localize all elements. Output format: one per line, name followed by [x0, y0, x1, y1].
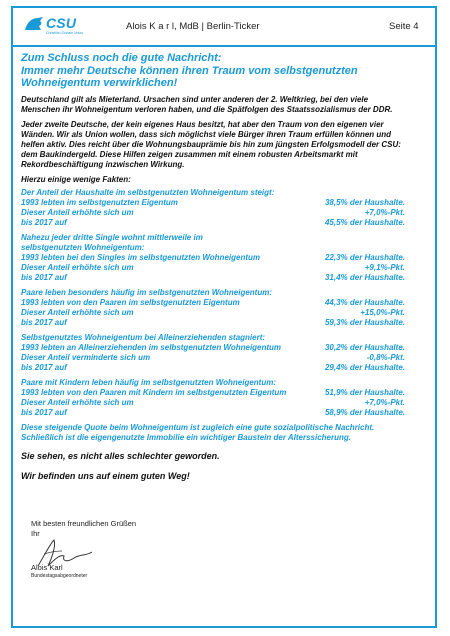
fact-value: 31,4% der Haushalte. — [324, 272, 405, 282]
fact-label: 1993 lebten an Alleinerziehenden im selbstgenutzten Wohneigentum — [21, 342, 282, 352]
csu-logo — [24, 16, 82, 34]
fact-label: 1993 lebten im selbstgenutzten Eigentum — [21, 197, 178, 207]
fact-row — [21, 408, 405, 418]
author-name: Alois Karl — [31, 563, 63, 572]
fact-value: 45,5% der Haushalte. — [324, 217, 405, 227]
fact-label: bis 2017 auf — [21, 317, 67, 327]
paragraph: Jeder zweite Deutsche, der kein eigenes Haus besitzt, hat aber den Traum von den eigenen vier Wänden. Wir als Union wollen, dass sich möglichst viele Bürger ihren Traum erfüllen können und helfen aktiv. Dies reicht über die Wohnungsbauprämie bis hin zum jüngsten Erfolgsmodell der CSU: dem Baukindergeld. Diese Hilfen zeigen zusammen mit einem robusten Arbeitsmarkt mit Rekordbeschäftigung inzwischen Wirkung. — [21, 119, 401, 169]
fact-row — [21, 363, 405, 373]
fact-label: Dieser Anteil erhöhte sich um — [21, 307, 134, 317]
fact-row — [21, 253, 405, 263]
headline-line: Zum Schluss noch die gute Nachricht: — [21, 52, 222, 64]
main-content — [21, 52, 405, 491]
logo-text: CSU — [46, 15, 77, 31]
statement: Wir befinden uns auf einem guten Weg! — [21, 470, 190, 481]
fact-row — [21, 263, 405, 273]
fact-block — [21, 378, 405, 418]
logo-subtext: Christlich-Soziale Union — [46, 31, 84, 35]
fact-value: 22,3% der Haushalte. — [324, 252, 405, 262]
fact-row — [21, 398, 405, 408]
fact-block — [21, 288, 405, 328]
fact-value: 38,5% der Haushalte. — [324, 197, 405, 207]
fact-title: Nahezu jeder dritte Single wohnt mittlerweile im selbstgenutzten Wohneigentum: — [21, 232, 203, 252]
fact-value: 30,2% der Haushalte. — [324, 342, 405, 352]
fact-label: bis 2017 auf — [21, 272, 67, 282]
fact-value: +7,0%-Pkt. — [364, 397, 405, 407]
header-title: Alois K a r l, MdB | Berlin-Ticker — [126, 21, 260, 32]
fact-row — [21, 353, 405, 363]
fact-value: +9,1%-Pkt. — [364, 262, 405, 272]
author-role: Bundestagsabgeordneter — [31, 573, 88, 579]
fact-value: -0,8%-Pkt. — [366, 352, 405, 362]
facts-intro: Hierzu einige wenige Fakten: — [21, 174, 131, 184]
fact-block — [21, 233, 405, 283]
conclusion: Diese steigende Quote beim Wohneigentum ist zugleich eine gute sozialpolitische Nachricht. Schließlich ist die eigengenutzte Immobilie ein wichtiger Baustein der Alterssicherung. — [21, 422, 375, 442]
fact-title: Paare mit Kindern leben häufig im selbstgenutzten Wohneigentum: — [21, 377, 276, 387]
fact-label: 1993 lebten von den Paaren im selbstgenutzten Eigentum — [21, 297, 240, 307]
greeting-line: Ihr — [31, 528, 40, 538]
headline-line: Immer mehr Deutsche können ihren Traum vom selbstgenutzten Wohneigentum verwirklichen! — [21, 64, 358, 89]
fact-row — [21, 273, 405, 283]
fact-title: Paare leben besonders häufig im selbstgenutzten Wohneigentum: — [21, 287, 272, 297]
fact-row — [21, 208, 405, 218]
fact-title: Selbstgenutztes Wohneigentum bei Alleinerziehenden stagniert: — [21, 332, 266, 342]
header-divider — [13, 45, 435, 47]
lion-icon — [24, 16, 44, 32]
fact-label: Dieser Anteil erhöhte sich um — [21, 262, 134, 272]
fact-row — [21, 218, 405, 228]
fact-label: 1993 lebten von den Paaren mit Kindern im selbstgenutzten Eigentum — [21, 387, 287, 397]
fact-label: Dieser Anteil verminderte sich um — [21, 352, 151, 362]
fact-row — [21, 298, 405, 308]
header — [13, 8, 439, 46]
page-number: Seite 4 — [389, 21, 419, 32]
fact-row — [21, 308, 405, 318]
fact-label: Dieser Anteil erhöhte sich um — [21, 207, 134, 217]
fact-value: 58,9% der Haushalte. — [324, 407, 405, 417]
fact-value: 44,3% der Haushalte. — [324, 297, 405, 307]
statement: Sie sehen, es nicht alles schlechter geworden. — [21, 450, 220, 461]
fact-row — [21, 198, 405, 208]
fact-row — [21, 343, 405, 353]
fact-label: bis 2017 auf — [21, 362, 67, 372]
fact-block — [21, 188, 405, 228]
greeting-line: Mit besten freundlichen Grüßen — [31, 519, 137, 528]
fact-value: +15,0%-Pkt. — [360, 307, 405, 317]
fact-label: Dieser Anteil erhöhte sich um — [21, 397, 134, 407]
headline — [21, 52, 405, 90]
fact-row — [21, 318, 405, 328]
fact-value: 59,3% der Haushalte. — [324, 317, 405, 327]
fact-label: bis 2017 auf — [21, 217, 67, 227]
fact-value: 51,9% der Haushalte. — [324, 387, 405, 397]
fact-label: 1993 lebten bei den Singles im selbstgenutzten Wohneigentum — [21, 252, 261, 262]
paragraph: Deutschland gilt als Mieterland. Ursachen sind unter anderen der 2. Weltkrieg, bei den viele Menschen ihr Wohneigentum verloren haben, und die Spätfolgen des Staatssozialismus der DDR. — [21, 94, 393, 114]
fact-row — [21, 388, 405, 398]
fact-title: Der Anteil der Haushalte im selbstgenutzten Wohneigentum steigt: — [21, 187, 275, 197]
fact-value: 29,4% der Haushalte. — [324, 362, 405, 372]
fact-value: +7,0%-Pkt. — [364, 207, 405, 217]
fact-block — [21, 333, 405, 373]
fact-label: bis 2017 auf — [21, 407, 67, 417]
